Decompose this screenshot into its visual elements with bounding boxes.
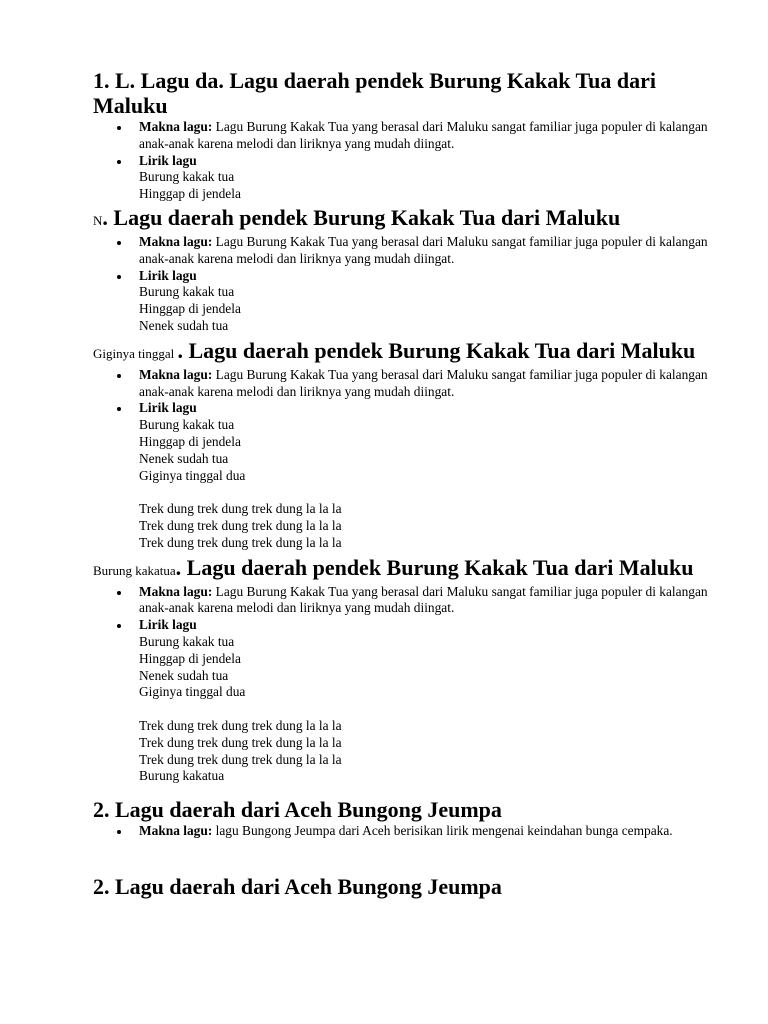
section-heading [93,338,713,366]
heading-title: . Lagu daerah pendek Burung Kakak Tua dari Maluku [175,554,694,580]
makna-label: Makna lagu: [139,233,213,249]
song-section-5 [93,797,713,840]
makna-label: Makna lagu: [139,583,213,599]
blank-line [139,701,713,718]
lyric-line: Nenek sudah tua [139,317,229,333]
section-heading [93,68,713,118]
heading-title: . Lagu daerah pendek Burung Kakak Tua dari Maluku [177,337,696,363]
makna-label: Makna lagu: [139,823,213,839]
song-section-6 [93,874,713,899]
heading-prefix: Giginya tinggal [93,345,178,361]
section-heading [93,874,713,899]
list-item-makna [139,367,713,401]
song-section-2 [93,205,713,335]
list-item-makna [139,119,713,153]
lyric-line: Giginya tinggal dua [139,684,246,700]
lyric-line: Burung kakatua [139,768,225,784]
makna-text: lagu Bungong Jeumpa dari Aceh berisikan lirik mengenai keindahan bunga cempaka. [212,823,673,839]
list-item-lirik [139,617,713,785]
lirik-label: Lirik lagu [139,267,197,283]
song-section-3 [93,338,713,552]
heading-title: 1. L. Lagu da. Lagu daerah pendek Burung Kakak Tua dari Maluku [93,68,657,118]
lyric-line: Trek dung trek dung trek dung la la la [139,751,342,767]
lirik-label: Lirik lagu [139,617,197,633]
lyric-line: Burung kakak tua [139,169,235,185]
song-section-4 [93,555,713,786]
lyric-line: Hinggap di jendela [139,301,241,317]
lyric-line: Hinggap di jendela [139,433,241,449]
lyric-line: Burung kakak tua [139,284,235,300]
bullet-list [93,584,713,786]
lirik-label: Lirik lagu [139,400,197,416]
lyric-line: Trek dung trek dung trek dung la la la [139,501,342,517]
lyric-line: Hinggap di jendela [139,186,241,202]
makna-text: Lagu Burung Kakak Tua yang berasal dari Maluku sangat familiar juga populer di kalangan anak-anak karena melodi dan liriknya yang mudah diingat. [139,233,708,266]
list-item-makna [139,584,713,618]
song-section-1 [93,68,713,203]
makna-label: Makna lagu: [139,366,213,382]
list-item-lirik [139,153,713,203]
lyric-line: Trek dung trek dung trek dung la la la [139,534,342,550]
list-item-makna [139,823,713,840]
lirik-label: Lirik lagu [139,152,197,168]
lyric-line: Burung kakak tua [139,633,235,649]
heading-title: 2. Lagu daerah dari Aceh Bungong Jeumpa [93,873,502,899]
makna-text: Lagu Burung Kakak Tua yang berasal dari Maluku sangat familiar juga populer di kalangan anak-anak karena melodi dan liriknya yang mudah diingat. [139,119,708,151]
bullet-list [93,119,713,203]
bullet-list [93,367,713,552]
heading-title: 2. Lagu daerah dari Aceh Bungong Jeumpa [93,797,502,823]
makna-label: Makna lagu: [139,119,213,134]
heading-prefix: Burung kakatua [93,562,176,578]
lyric-line: Trek dung trek dung trek dung la la la [139,717,342,733]
lyric-line: Trek dung trek dung trek dung la la la [139,734,342,750]
heading-title: . Lagu daerah pendek Burung Kakak Tua dari Maluku [102,204,621,230]
lyric-line: Burung kakak tua [139,417,235,433]
list-item-lirik [139,268,713,335]
lyric-line: Nenek sudah tua [139,450,229,466]
section-heading [93,555,713,583]
makna-text: Lagu Burung Kakak Tua yang berasal dari Maluku sangat familiar juga populer di kalangan anak-anak karena melodi dan liriknya yang mudah diingat. [139,583,708,616]
lyric-line: Giginya tinggal dua [139,467,246,483]
blank-line [139,484,713,501]
lyric-line: Hinggap di jendela [139,650,241,666]
section-heading [93,797,713,822]
lyric-line: Nenek sudah tua [139,667,229,683]
bullet-list [93,823,713,840]
heading-prefix: N [93,212,103,228]
document-page [93,68,713,899]
list-item-makna [139,234,713,268]
makna-text: Lagu Burung Kakak Tua yang berasal dari Maluku sangat familiar juga populer di kalangan anak-anak karena melodi dan liriknya yang mudah diingat. [139,366,708,399]
bullet-list [93,234,713,335]
list-item-lirik [139,400,713,551]
section-heading [93,205,713,233]
lyric-line: Trek dung trek dung trek dung la la la [139,517,342,533]
